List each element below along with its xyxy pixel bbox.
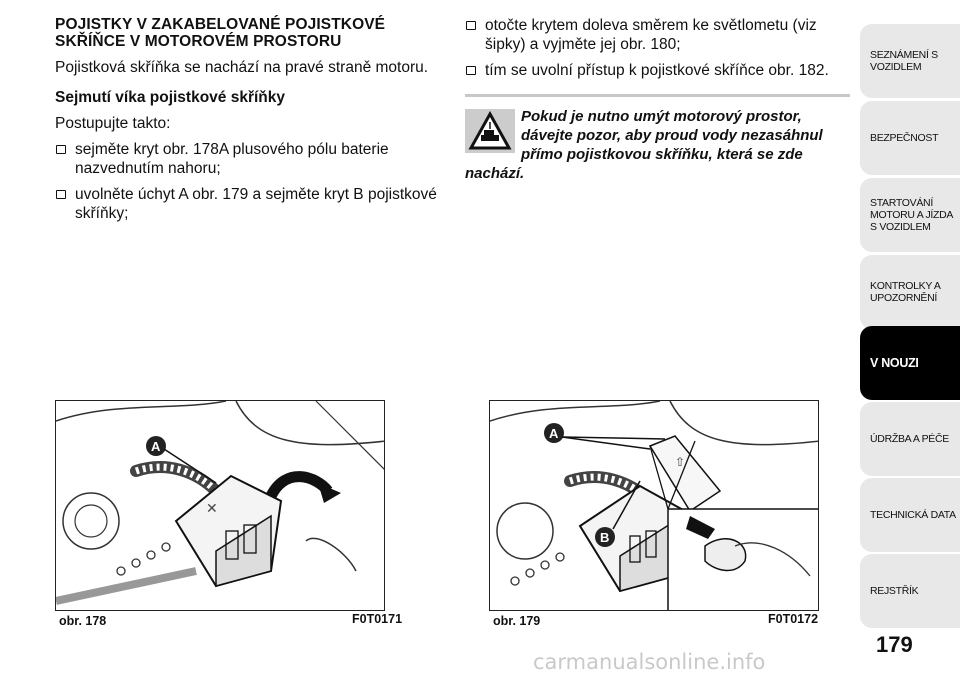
bullet-text: otočte krytem doleva směrem ke světlometu (viz šipky) a vyjměte jej obr. 180; xyxy=(485,17,817,53)
warning-text: Pokud je nutno umýt motorový prostor, dávejte pozor, aby proud vody nezasáhnul přímo pojistkovou skříňku, která se zde nachází. xyxy=(465,108,823,182)
figure-code: F0T0172 xyxy=(768,612,819,626)
checkbox-bullet-icon xyxy=(466,21,476,30)
tab-startovani[interactable]: STARTOVÁNÍ MOTORU A JÍZDA S VOZIDLEM xyxy=(860,178,960,252)
figure-179 xyxy=(489,400,819,611)
intro-text: Pojistková skříňka se nachází na pravé straně motoru. xyxy=(55,59,429,76)
car-wash-warning-icon xyxy=(465,109,515,153)
tab-bezpecnost[interactable]: BEZPEČNOST xyxy=(860,101,960,175)
tab-rejstrik[interactable]: REJSTŘÍK xyxy=(860,554,960,628)
figure-caption: obr. 178 xyxy=(59,614,107,628)
figure-178 xyxy=(55,400,385,611)
svg-text:B: B xyxy=(600,530,610,545)
list-item xyxy=(55,185,450,223)
tab-udrzba[interactable]: ÚDRŽBA A PÉČE xyxy=(860,402,960,476)
svg-text:⇧: ⇧ xyxy=(675,455,686,469)
checkbox-bullet-icon xyxy=(466,66,476,75)
svg-text:A: A xyxy=(151,439,161,454)
list-item xyxy=(465,16,850,54)
checkbox-bullet-icon xyxy=(56,145,66,154)
right-column xyxy=(465,16,850,183)
bullet-text: sejměte kryt obr. 178A plusového pólu baterie nazvednutím nahoru; xyxy=(75,141,389,177)
tab-kontrolky[interactable]: KONTROLKY A UPOZORNĚNÍ xyxy=(860,255,960,329)
watermark: carmanualsonline.info xyxy=(533,650,766,674)
figure-code: F0T0171 xyxy=(352,612,403,626)
list-item xyxy=(55,140,450,178)
checkbox-bullet-icon xyxy=(56,190,66,199)
page-number: 179 xyxy=(876,632,913,657)
section-heading: POJISTKY V ZAKABELOVANÉ POJISTKOVÉ SKŘÍŇCE V MOTOROVÉM PROSTORU xyxy=(55,16,386,50)
subheading: Sejmutí víka pojistkové skříňky xyxy=(55,89,286,106)
tab-technicka-data[interactable]: TECHNICKÁ DATA xyxy=(860,478,960,552)
list-item xyxy=(465,61,850,80)
tab-v-nouzi[interactable]: V NOUZI xyxy=(860,326,960,400)
svg-text:✕: ✕ xyxy=(206,501,218,517)
bullet-text: tím se uvolní přístup k pojistkové skříňce obr. 182. xyxy=(485,62,829,79)
left-column xyxy=(55,16,450,230)
svg-text:A: A xyxy=(549,426,559,441)
chapter-sidebar xyxy=(860,0,960,678)
figure-caption: obr. 179 xyxy=(493,614,541,628)
tab-seznameni[interactable]: SEZNÁMENÍ S VOZIDLEM xyxy=(860,24,960,98)
steps-intro: Postupujte takto: xyxy=(55,115,171,132)
warning-note xyxy=(465,94,850,183)
bullet-text: uvolněte úchyt A obr. 179 a sejměte kryt B pojistkové skříňky; xyxy=(75,186,437,222)
